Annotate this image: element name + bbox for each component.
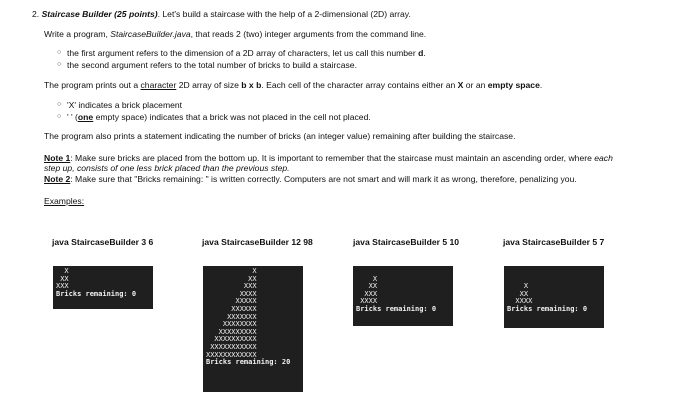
- legend-space: [67, 112, 371, 123]
- prints-p9: .: [539, 80, 543, 90]
- note2-line: [44, 174, 577, 185]
- problem-title-rest: . Let's build a staircase with the help of a 2-dimensional (2D) array.: [157, 9, 411, 19]
- example-cmd-3: java StaircaseBuilder 5 10: [353, 237, 460, 247]
- prints-p1: The program prints out a: [44, 80, 141, 90]
- note1-label: Note 1: [44, 153, 71, 163]
- intro-pre: Write a program,: [44, 29, 111, 39]
- terminal-output-4: [504, 266, 604, 328]
- example-cmd-4: java StaircaseBuilder 5 7: [503, 237, 605, 247]
- bricks-remaining: Bricks remaining: 0: [356, 304, 437, 313]
- prints-character: character: [140, 80, 177, 90]
- examples-label: Examples:: [44, 196, 85, 206]
- arg-second: the second argument refers to the total number of bricks to build a staircase.: [67, 60, 357, 70]
- arg-first: [67, 48, 426, 59]
- example-cmd-2: java StaircaseBuilder 12 98: [202, 237, 313, 247]
- bullet-icon: ○: [57, 101, 62, 108]
- problem-number: 2.: [32, 9, 40, 19]
- arg-first-post: .: [423, 48, 426, 58]
- legend-space-pre: ' ' (: [67, 112, 78, 122]
- prints-empty: empty space: [487, 80, 540, 90]
- intro-line: [44, 29, 426, 40]
- terminal-output-2: [203, 266, 303, 392]
- bullet-icon: ○: [57, 49, 62, 56]
- bricks-remaining: Bricks remaining: 20: [206, 358, 291, 367]
- intro-post: , that reads 2 (two) integer arguments from the command line.: [190, 29, 427, 39]
- terminal-output-1: [53, 266, 153, 309]
- problem-title: Staircase Builder (25 points): [41, 9, 158, 19]
- note1-text: : Make sure bricks are placed from the bottom up. It is important to remember that the staircase must maintain an ascending order, where: [70, 153, 595, 163]
- bricks-remaining: Bricks remaining: 0: [507, 304, 588, 313]
- note2-label: Note 2: [44, 174, 71, 184]
- staircase-grid: X XX XXX XXXX: [360, 274, 378, 306]
- legend-space-one: one: [77, 112, 94, 122]
- bricks-remaining: Bricks remaining: 0: [56, 289, 137, 298]
- arg-first-var: d: [418, 48, 424, 58]
- note1-italic1: each: [594, 153, 613, 163]
- example-cmd-1: java StaircaseBuilder 3 6: [52, 237, 154, 247]
- legend-space-post: empty space) indicates that a brick was not placed in the cell not placed.: [93, 112, 371, 122]
- staircase-grid: X XX XXX: [56, 267, 69, 291]
- arg-first-text: the first argument refers to the dimension of a 2D array of characters, let us call this number: [67, 48, 419, 58]
- legend-x: 'X' indicates a brick placement: [67, 100, 183, 110]
- prints-p3: 2D array of size: [176, 80, 242, 90]
- staircase-grid: X XX XXX XXXX XXXXX XXXXXX XXXXXXX XXXXXXXX XXXXXXXXX XXXXXXXXXX XXXXXXXXXXX XXXXXXXXXXXX: [206, 267, 257, 359]
- program-name: StaircaseBuilder.java: [110, 29, 191, 39]
- bullet-icon: ○: [57, 113, 62, 120]
- prints-x: X: [457, 80, 464, 90]
- statement-line: The program also prints a statement indicating the number of bricks (an integer value) remaining after building the staircase.: [44, 131, 516, 141]
- prints-p7: or an: [463, 80, 488, 90]
- staircase-grid: X XX XXXX: [515, 282, 533, 306]
- terminal-output-3: [353, 266, 453, 326]
- prints-p5: . Each cell of the character array contains either an: [261, 80, 458, 90]
- prints-size: b x b: [241, 80, 262, 90]
- prints-line: [44, 80, 542, 91]
- note2-text: : Make sure that "Bricks remaining: " is written correctly. Computers are not smart and will mark it as wrong, therefore, penalizing you.: [70, 174, 577, 184]
- note1-line2: step up, consists of one less brick placed than the previous step.: [44, 163, 290, 173]
- problem-heading: [32, 9, 411, 20]
- bullet-icon: ○: [57, 61, 62, 68]
